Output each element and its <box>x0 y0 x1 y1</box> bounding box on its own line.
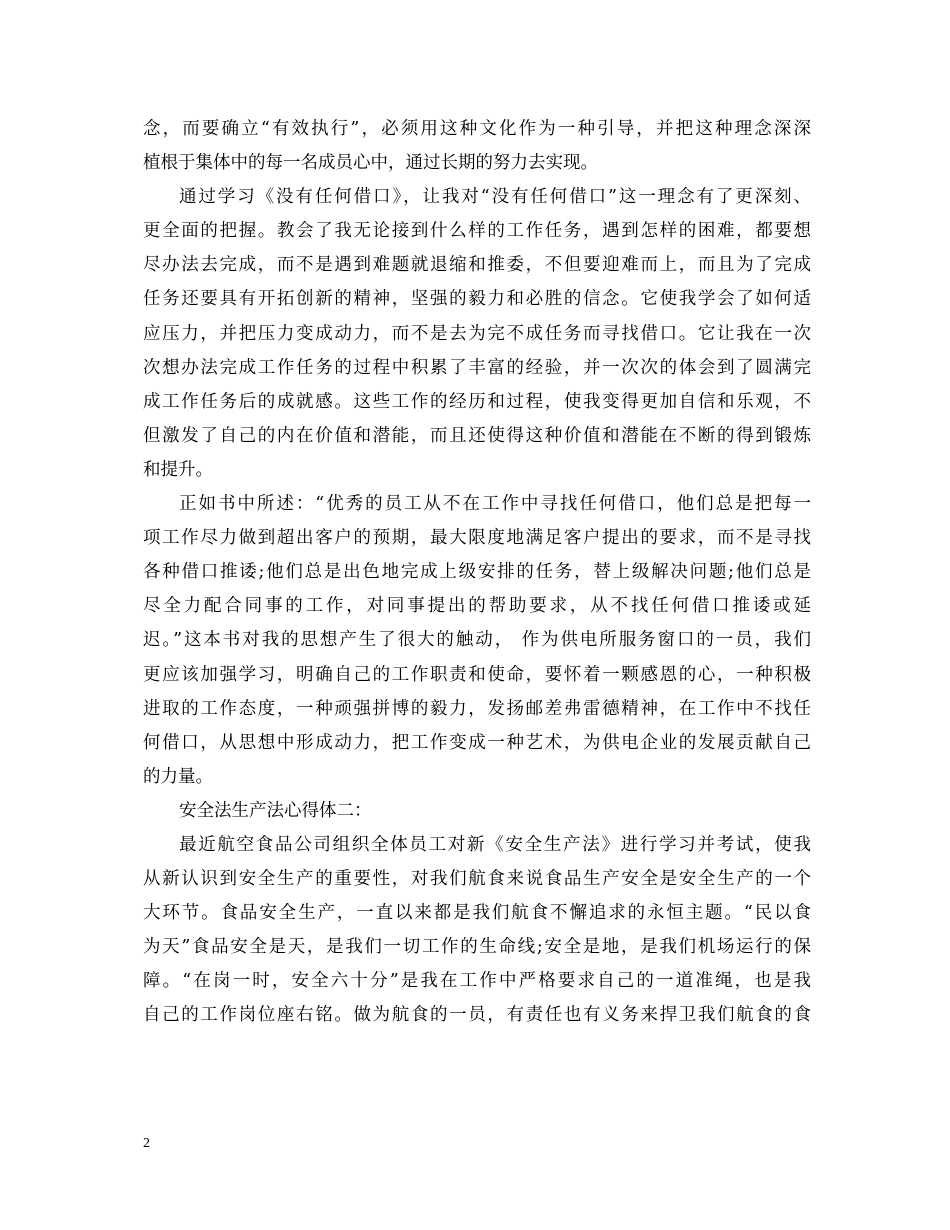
text-line: 障。“在岗一时，安全六十分”是我在工作中严格要求自己的一道准绳，也是我 <box>143 971 811 992</box>
page-number: 2 <box>143 1136 150 1151</box>
text-line: 任务还要具有开拓创新的精神，坚强的毅力和必胜的信念。它使我学会了如何适 <box>143 289 811 310</box>
text-line: 植根于集体中的每一名成员心中，通过长期的努力去实现。 <box>143 153 598 174</box>
body-text <box>143 112 811 1033</box>
text-line: 尽办法去完成，而不是遇到难题就退缩和推委，不但要迎难而上，而且为了完成 <box>143 255 811 276</box>
text-line: 项工作尽力做到超出客户的预期，最大限度地满足客户提出的要求，而不是寻找 <box>143 528 811 549</box>
text-line: 更全面的把握。教会了我无论接到什么样的工作任务，遇到怎样的困难，都要想 <box>143 221 811 242</box>
text-line: 何借口，从思想中形成动力，把工作变成一种艺术，为供电企业的发展贡献自己 <box>143 732 811 753</box>
text-line: 自己的工作岗位座右铭。做为航食的一员，有责任也有义务来捍卫我们航食的食 <box>143 1005 811 1026</box>
text-line: 和提升。 <box>143 459 213 480</box>
text-line: 迟。”这本书对我的思想产生了很大的触动， 作为供电所服务窗口的一员，我们 <box>143 630 811 651</box>
text-line: 的力量。 <box>143 766 213 787</box>
text-line: 尽全力配合同事的工作，对同事提出的帮助要求，从不找任何借口推诿或延 <box>143 596 811 617</box>
text-line: 应压力，并把压力变成动力，而不是去为完不成任务而寻找借口。它让我在一次 <box>143 323 811 344</box>
text-line: 成工作任务后的成就感。这些工作的经历和过程，使我变得更加自信和乐观，不 <box>143 391 811 412</box>
text-line: 各种借口推诿;他们总是出色地完成上级安排的任务，替上级解决问题;他们总是 <box>143 562 811 583</box>
paragraph-first-line: 通过学习《没有任何借口》，让我对“没有任何借口”这一理念有了更深刻、 <box>179 187 811 208</box>
paragraph-first-line: 最近航空食品公司组织全体员工对新《安全生产法》进行学习并考试，使我 <box>179 834 811 855</box>
text-line: 进取的工作态度，一种顽强拼博的毅力，发扬邮差弗雷德精神，在工作中不找任 <box>143 698 811 719</box>
text-line: 为天”食品安全是天，是我们一切工作的生命线;安全是地，是我们机场运行的保 <box>143 937 811 958</box>
text-line: 念，而要确立“有效执行”，必须用这种文化作为一种引导，并把这种理念深深 <box>143 119 811 139</box>
section-heading: 安全法生产法心得体二： <box>179 800 372 821</box>
text-line: 但激发了自己的内在价值和潜能，而且还使得这种价值和潜能在不断的得到锻炼 <box>143 425 811 446</box>
text-line: 大环节。食品安全生产，一直以来都是我们航食不懈追求的永恒主题。“民以食 <box>143 903 811 924</box>
text-line: 从新认识到安全生产的重要性，对我们航食来说食品生产安全是安全生产的一个 <box>143 869 811 890</box>
paragraph-first-line: 正如书中所述：“优秀的员工从不在工作中寻找任何借口，他们总是把每一 <box>179 494 811 515</box>
text-line: 更应该加强学习，明确自己的工作职责和使命，要怀着一颗感恩的心，一种积极 <box>143 664 811 685</box>
text-line: 次想办法完成工作任务的过程中积累了丰富的经验，并一次次的体会到了圆满完 <box>143 357 811 378</box>
